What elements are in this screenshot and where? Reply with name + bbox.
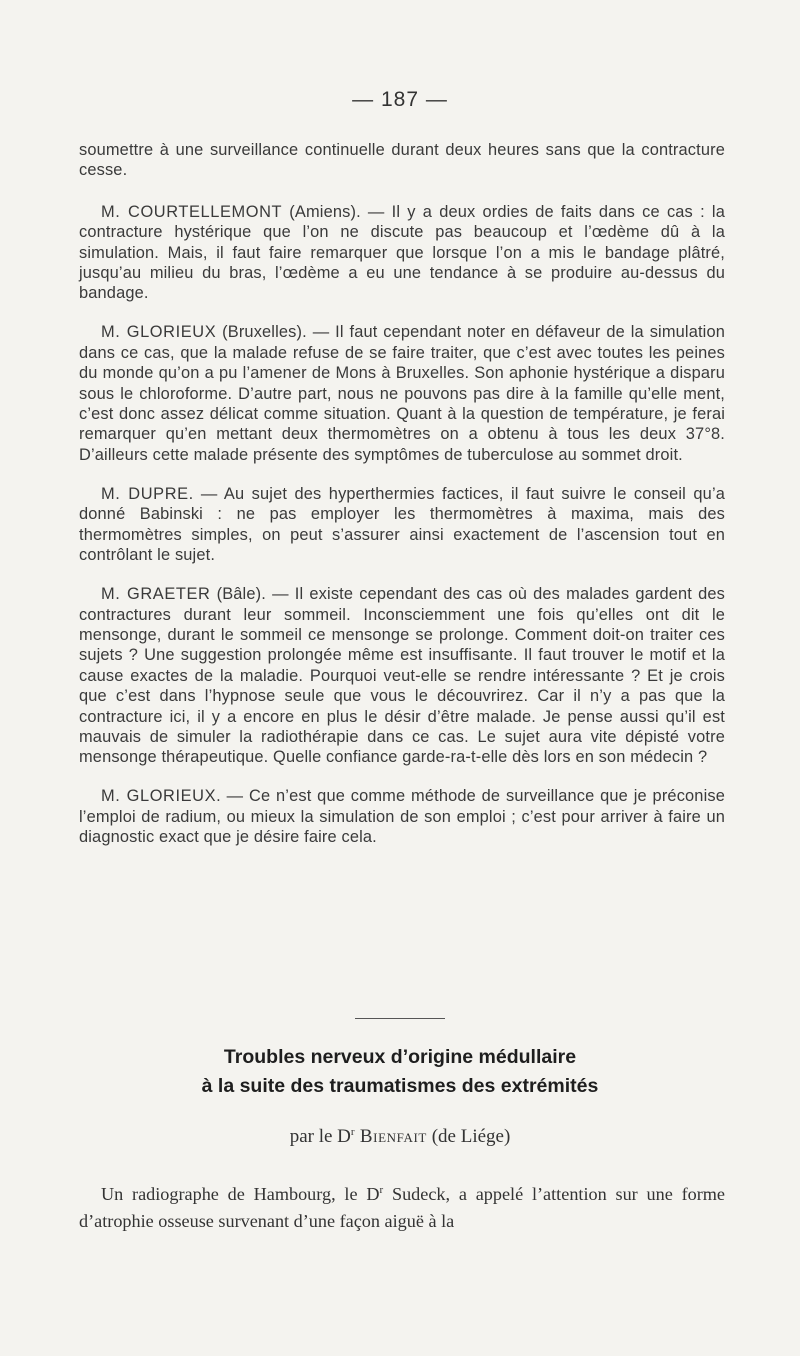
- paragraph-text: (Bruxelles). — Il faut cependant noter en défaveur de la simulation dans ce cas, que la malade refuse de se faire traiter, que c’est avec toutes les peines du monde qu’on a pu l’amener de Mons à Bruxelles. Son aphonie hystérique a disparu sous le chloroforme. D’autre part, nous ne pouvons pas dire à la famille qu’elle ment, c’est donc assez délicat comme situation. Quant à la question de température, je ferai remarquer qu’en mettant deux thermomètres on a obtenu à tous les deux 37°8. D’ailleurs cette malade présente des symptômes de tuberculose au sommet droit.: [79, 323, 725, 464]
- paragraph-text: (Bâle). — Il existe cependant des cas où des malades gardent des contractures durant leur sommeil. Inconsciemment une fois qu’elles ont dit le mensonge, durant le sommeil ce mensonge se prolonge. Comment doit-on traiter ces sujets ? Une suggestion prolongée même est insuffisante. Il faut trouver le motif et la cause exactes de la maladie. Pourquoi veut-elle se rendre intéressante ? Et je crois que c’est dans l’hypnose seule que vous le découvrirez. Car il n’y a pas que la contracture ici, il y a encore en plus le désir d’être malade. Je pense aussi qu’il est mauvais de simuler la radiothérapie dans ce cas. Le sujet aura vite dépisté votre mensonge thérapeutique. Quelle confiance garde-ra-t-elle dès lors en son médecin ?: [79, 585, 725, 767]
- page-number: — 187 —: [352, 88, 448, 111]
- author-byline: [0, 1126, 800, 1148]
- paragraph: [79, 484, 725, 566]
- paragraph: [79, 140, 725, 181]
- opening-text-part1: Un radiographe de Hambourg, le D: [101, 1184, 380, 1204]
- article-opening-paragraph: [79, 1177, 725, 1235]
- byline-suffix: (de Liége): [426, 1126, 511, 1147]
- speaker-name: M. GLORIEUX: [101, 787, 217, 806]
- byline-prefix: par le D: [289, 1126, 351, 1147]
- paragraph: [79, 322, 725, 465]
- opening-text-part2: Sudeck, a appelé l’attention sur une forme d’atrophie osseuse survenant d’une façon aiguë à la: [79, 1184, 725, 1231]
- section-title-line-2: à la suite des traumatismes des extrémités: [201, 1075, 599, 1097]
- paragraph: [79, 786, 725, 847]
- byline-sup: r: [350, 1126, 355, 1138]
- section-divider: [355, 1018, 445, 1019]
- paragraph-text: . — Ce n’est que comme méthode de surveillance que je préconise l’emploi de radium, ou mieux la simulation de son emploi ; c’est pour arriver à faire un diagnostic exact que je désire faire cela.: [79, 787, 725, 847]
- paragraph-text: soumettre à une surveillance continuelle durant deux heures sans que la contracture cesse.: [79, 141, 725, 180]
- speaker-name: M. DUPRE: [101, 484, 189, 503]
- speaker-name: M. GRAETER: [101, 585, 211, 604]
- opening-text-sup: r: [379, 1184, 384, 1196]
- paragraph: [79, 202, 725, 304]
- section-title: [0, 1043, 800, 1101]
- speaker-name: M. COURTELLEMONT: [101, 202, 283, 221]
- speaker-name: M. GLORIEUX: [101, 323, 217, 342]
- paragraph-text: (Amiens). — Il y a deux ordies de faits dans ce cas : la contracture hystérique que l’on ne discute pas beaucoup et l’œdème dû à la simulation. Mais, il faut faire remarquer que lorsque l’on a mis le bandage plâtré, jusqu’au milieu du bras, l’œdème a eu une tendance à se produire au-dessus du bandage.: [79, 202, 725, 303]
- paragraph-text: . — Au sujet des hyperthermies factices, il faut suivre le conseil qu’a donné Babinski : ne pas employer les thermomètres à maxima, mais des thermomètres simples, on peut s’assurer ainsi exactement de l’ascension tout en contrôlant le sujet.: [79, 484, 725, 565]
- discussion-text: [79, 140, 725, 866]
- section-title-line-1: Troubles nerveux d’origine médullaire: [223, 1046, 577, 1068]
- paragraph: [79, 584, 725, 768]
- author-name: Bienfait: [354, 1126, 427, 1147]
